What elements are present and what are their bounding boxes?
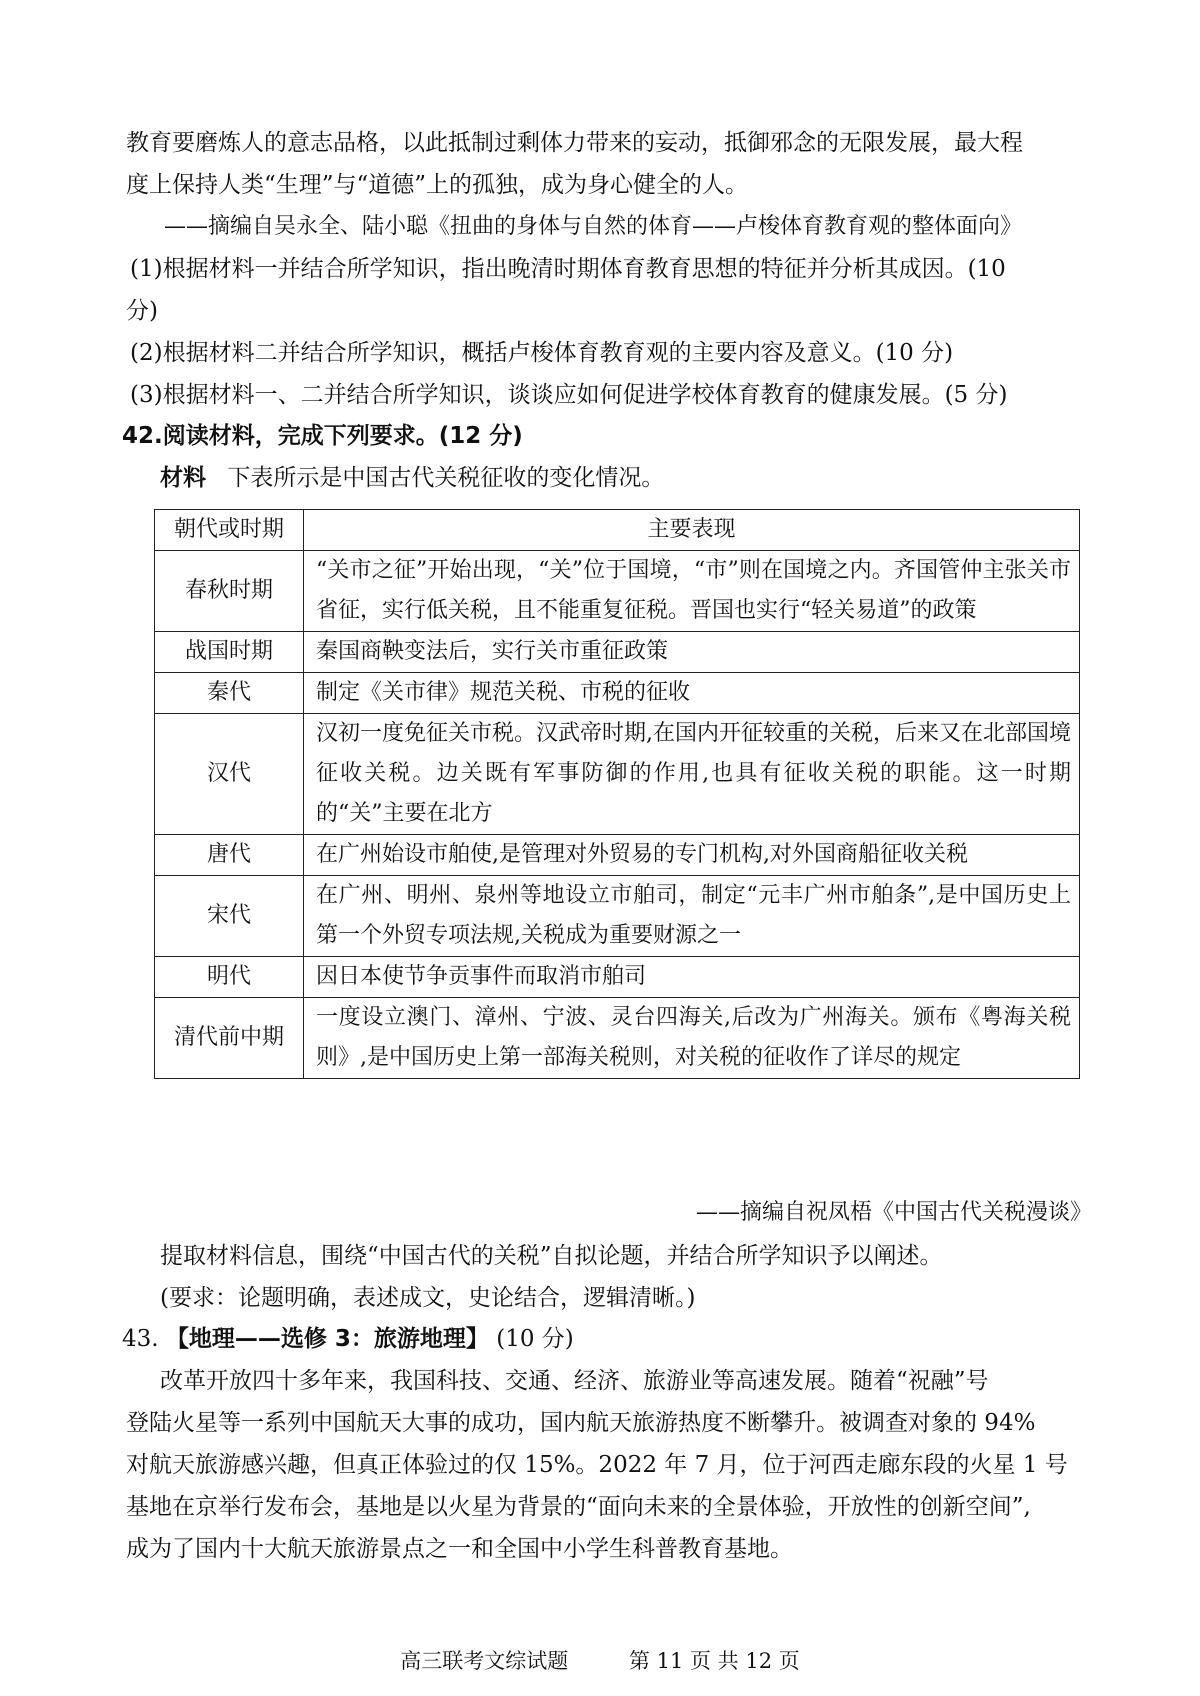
page-footer — [0, 1645, 1200, 1675]
description-cell: 汉初一度免征关市税。汉武帝时期,在国内开征较重的关税，后来又在北部国境征收关税。边关既有军事防御的作用,也具有征收关税的职能。这一时期的“关”主要在北方 — [304, 714, 1080, 835]
question-41-1: (1)根据材料一并结合所学知识，指出晚清时期体育教育思想的特征并分析其成因。(10 — [130, 256, 1006, 282]
table-row — [155, 714, 1080, 835]
exam-title: 高三联考文综试题 — [400, 1649, 569, 1673]
question-42-requirement: (要求：论题明确，表述成文，史论结合，逻辑清晰。) — [160, 1285, 696, 1311]
table-row — [155, 876, 1080, 957]
dynasty-cell: 宋代 — [155, 876, 304, 957]
paragraph-line: 对航天旅游感兴趣，但真正体验过的仅 15%。2022 年 7 月，位于河西走廊东段的火星 1 号 — [126, 1452, 1068, 1478]
column-header-dynasty: 朝代或时期 — [155, 510, 304, 551]
source-citation: ——摘编自祝凤梧《中国古代关税漫谈》 — [695, 1200, 1092, 1225]
question-42-heading: 42.阅读材料，完成下列要求。(12 分) — [122, 423, 523, 449]
material-label: 材料 — [160, 465, 206, 491]
column-header-description: 主要表现 — [304, 510, 1080, 551]
dynasty-cell: 唐代 — [155, 835, 304, 876]
question-42-task: 提取材料信息，围绕“中国古代的关税”自拟论题，并结合所学知识予以阐述。 — [160, 1243, 943, 1269]
paragraph-line: 成为了国内十大航天旅游景点之一和全国中小学生科普教育基地。 — [126, 1536, 793, 1562]
paragraph-line: 教育要磨炼人的意志品格，以此抵制过剩体力带来的妄动，抵御邪念的无限发展，最大程 — [126, 130, 1023, 156]
dynasty-cell: 战国时期 — [155, 632, 304, 673]
dynasty-cell: 汉代 — [155, 714, 304, 835]
dynasty-cell: 春秋时期 — [155, 551, 304, 632]
question-41-2: (2)根据材料二并结合所学知识，概括卢梭体育教育观的主要内容及意义。(10 分) — [130, 340, 954, 366]
description-cell: 在广州始设市舶使,是管理对外贸易的专门机构,对外国商船征收关税 — [304, 835, 1080, 876]
paragraph-line: 登陆火星等一系列中国航天大事的成功，国内航天旅游热度不断攀升。被调查对象的 94% — [126, 1410, 1036, 1436]
table-row — [155, 632, 1080, 673]
table-row — [155, 957, 1080, 998]
question-43-heading — [122, 1322, 574, 1356]
question-41-3: (3)根据材料一、二并结合所学知识，谈谈应如何促进学校体育教育的健康发展。(5 分) — [130, 382, 1008, 408]
description-cell: 因日本使节争贡事件而取消市舶司 — [304, 957, 1080, 998]
dynasty-cell: 清代前中期 — [155, 998, 304, 1079]
table-row — [155, 551, 1080, 632]
page-number: 第 11 页 共 12 页 — [628, 1649, 800, 1673]
tariff-table — [154, 509, 1080, 1079]
question-number: 43. — [122, 1326, 159, 1352]
material-line — [160, 461, 664, 495]
dynasty-cell: 秦代 — [155, 673, 304, 714]
paragraph-line: 基地在京举行发布会，基地是以火星为背景的“面向未来的全景体验，开放性的创新空间”, — [126, 1494, 1031, 1520]
table-row — [155, 998, 1080, 1079]
table-row — [155, 673, 1080, 714]
question-score: (10 分) — [496, 1326, 574, 1352]
source-citation: ——摘编自吴永全、陆小聪《扭曲的身体与自然的体育——卢梭体育教育观的整体面向》 — [164, 214, 1023, 239]
material-text: 下表所示是中国古代关税征收的变化情况。 — [227, 465, 665, 491]
paragraph-line: 改革开放四十多年来，我国科技、交通、经济、旅游业等高速发展。随着“祝融”号 — [160, 1368, 989, 1394]
description-cell: 一度设立澳门、漳州、宁波、灵台四海关,后改为广州海关。颁布《粤海关税则》,是中国历史上第一部海关税则，对关税的征收作了详尽的规定 — [304, 998, 1080, 1079]
table-header-row — [155, 510, 1080, 551]
description-cell: 在广州、明州、泉州等地设立市舶司，制定“元丰广州市舶条”,是中国历史上第一个外贸专项法规,关税成为重要财源之一 — [304, 876, 1080, 957]
question-41-1-cont: 分) — [126, 298, 158, 324]
question-title: 【地理——选修 3：旅游地理】 — [165, 1326, 489, 1352]
description-cell: “关市之征”开始出现，“关”位于国境，“市”则在国境之内。齐国管仲主张关市省征，实行低关税，且不能重复征税。晋国也实行“轻关易道”的政策 — [304, 551, 1080, 632]
paragraph-line: 度上保持人类“生理”与“道德”上的孤独，成为身心健全的人。 — [126, 172, 749, 198]
description-cell: 制定《关市律》规范关税、市税的征收 — [304, 673, 1080, 714]
dynasty-cell: 明代 — [155, 957, 304, 998]
description-cell: 秦国商鞅变法后，实行关市重征政策 — [304, 632, 1080, 673]
table-row — [155, 835, 1080, 876]
